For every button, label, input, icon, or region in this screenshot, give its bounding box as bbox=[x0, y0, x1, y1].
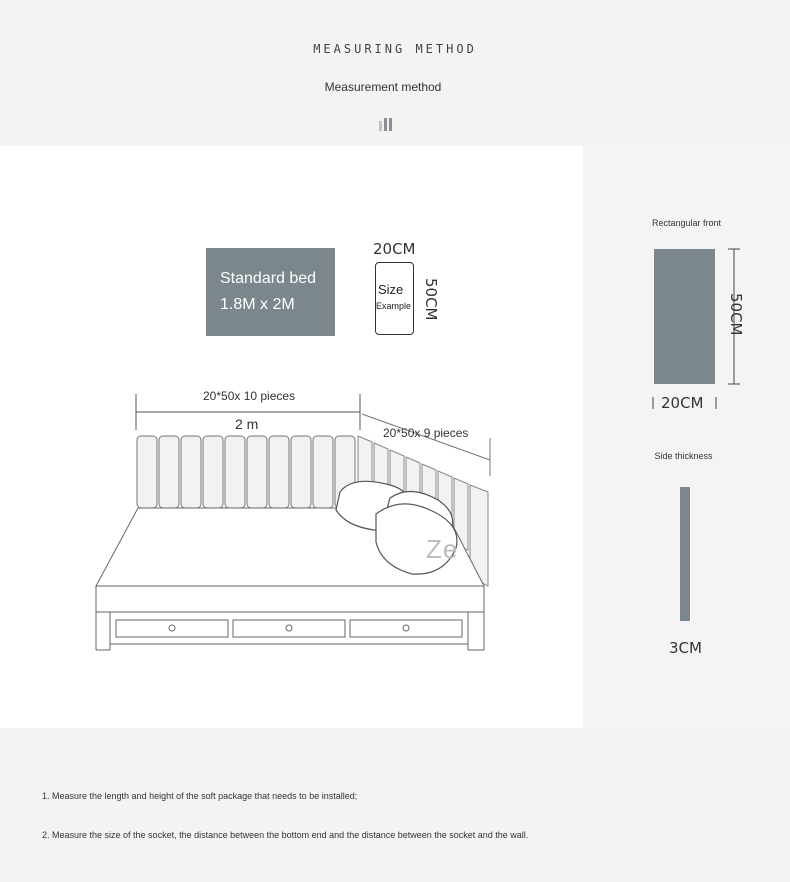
instruction-item: 2. Measure the size of the socket, the distance between the bottom end and the distance between the socket and the wall. bbox=[42, 830, 529, 840]
divider-bars-icon bbox=[379, 118, 394, 136]
front-panel-shape bbox=[654, 249, 715, 384]
bed-illustration bbox=[90, 380, 500, 660]
size-example-title: Size bbox=[378, 282, 404, 297]
instruction-item: 1. Measure the length and height of the soft package that needs to be installed; bbox=[42, 791, 358, 801]
standard-bed-size: 1.8M x 2M bbox=[220, 296, 295, 313]
thickness-panel-shape bbox=[680, 487, 690, 621]
size-example-caption: Example bbox=[376, 301, 412, 311]
size-example-height: 50CM bbox=[422, 278, 440, 321]
front-height-label: 50CM bbox=[727, 293, 745, 336]
thickness-title: Side thickness bbox=[654, 451, 713, 461]
side-pieces-label: 20*50x 9 pieces bbox=[383, 426, 469, 440]
front-width-label: 20CM bbox=[661, 394, 704, 412]
headboard-pieces-label: 20*50x 10 pieces bbox=[203, 389, 296, 403]
thickness-value: 3CM bbox=[669, 639, 702, 657]
size-example-width: 20CM bbox=[373, 240, 416, 258]
section-subtitle: Measurement method bbox=[324, 80, 442, 94]
watermark-text: Ze bbox=[426, 534, 459, 564]
standard-bed-title: Standard bed bbox=[220, 270, 317, 287]
size-example-frame bbox=[375, 262, 414, 335]
front-title: Rectangular front bbox=[651, 218, 722, 228]
headboard-length-label: 2 m bbox=[235, 416, 259, 432]
section-title: MEASURING METHOD bbox=[313, 42, 477, 56]
standard-bed-box bbox=[206, 248, 335, 336]
